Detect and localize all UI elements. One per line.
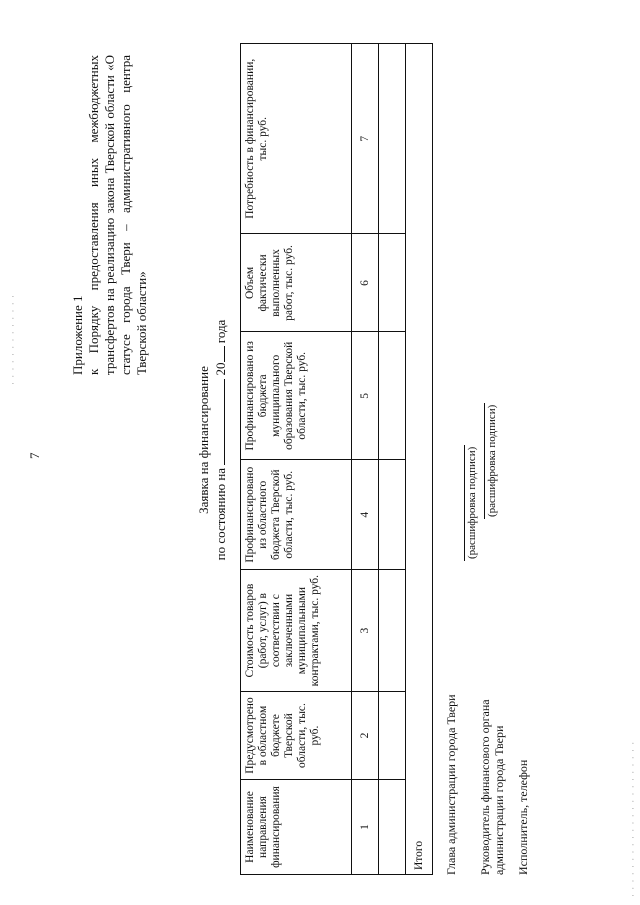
table-cell[interactable]	[379, 692, 406, 780]
table-row	[379, 44, 406, 875]
table-cell[interactable]	[379, 570, 406, 692]
signature-caption-head-admin: (расшифровка подписи)	[466, 446, 478, 559]
total-row	[406, 44, 433, 875]
table-cell[interactable]	[379, 460, 406, 570]
scan-dots-left: · · · · · · · · · · · · · · · · · · · · · ·	[628, 740, 638, 897]
funding-table	[240, 43, 433, 875]
appendix-text: к Порядку предоставления иных межбюджетных трансфертов на реализацию закона Тверской области «О статусе города Твери – административного центра Тверской области»	[86, 55, 149, 375]
header-cell: Наименование направления финансирования	[241, 780, 352, 875]
signature-caption-finance-head: (расшифровка подписи)	[486, 404, 498, 517]
table-cell[interactable]	[379, 332, 406, 460]
finance-head-line-1: Руководитель финансового органа	[478, 699, 492, 875]
table-header-row	[241, 44, 352, 875]
request-header	[196, 275, 229, 605]
signature-finance-head-label	[478, 699, 506, 875]
request-date-year: 20	[213, 362, 228, 376]
request-date-line	[212, 275, 229, 605]
signature-head-admin-label: Глава администрации города Твери	[444, 694, 458, 875]
header-cell: Потребность в финансировании, тыс. руб.	[241, 44, 352, 235]
table-cell[interactable]	[379, 780, 406, 875]
signature-executor-label: Исполнитель, телефон	[516, 759, 530, 875]
signature-line-head-admin	[464, 445, 465, 561]
column-number: 5	[352, 332, 379, 460]
request-date-prefix: по состоянию на	[213, 467, 228, 561]
header-cell: Профинансировано из областного бюджета Тверской области, тыс. руб.	[241, 460, 352, 570]
scan-dots-top: · · · · · · · · · · · · ·	[8, 294, 18, 385]
date-blank-field	[212, 379, 225, 465]
request-date-suffix: года	[213, 319, 228, 344]
request-title: Заявка на финансирование	[196, 366, 211, 514]
total-label: Итого	[406, 44, 433, 875]
appendix-block	[70, 55, 150, 375]
header-cell: Профинансировано из бюджета муниципального образования Тверской области, тыс. руб.	[241, 332, 352, 460]
finance-head-line-2: администрации города Твери	[492, 725, 506, 875]
table-cell[interactable]	[379, 44, 406, 235]
header-cell: Стоимость товаров (работ, услуг) в соответствии с заключенными муниципальными контрактами, тыс. руб.	[241, 570, 352, 692]
appendix-title: Приложение 1	[70, 295, 85, 375]
column-number: 6	[352, 234, 379, 332]
table-cell[interactable]	[379, 234, 406, 332]
column-number: 1	[352, 780, 379, 875]
year-blank-field	[212, 346, 225, 362]
header-cell: Объем фактически выполненных работ, тыс. руб.	[241, 234, 352, 332]
column-number: 2	[352, 692, 379, 780]
column-number-row	[352, 44, 379, 875]
column-number: 4	[352, 460, 379, 570]
column-number: 3	[352, 570, 379, 692]
header-cell: Предусмотрено в областном бюджете Тверской области, тыс. руб.	[241, 692, 352, 780]
column-number: 7	[352, 44, 379, 235]
page-number: 7	[27, 452, 42, 459]
signature-line-finance-head	[484, 403, 485, 519]
